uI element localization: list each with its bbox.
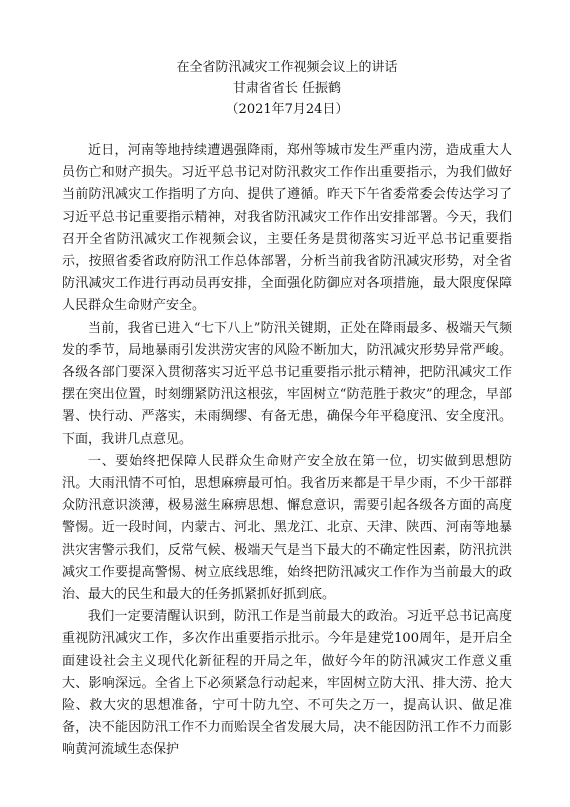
paragraph: 我们一定要清醒认识到，防汛工作是当前最大的政治。习近平总书记高度重视防汛减灾工作，多次作出重要指示批示。今年是建党100周年，是开启全面建设社会主义现代化新征程的开局之年，做好今年的防汛减灾工作意义重大、影响深远。全省上下必须紧急行动起来，牢固树立防大汛、排大涝、抢大险、救大灾的思想准备，宁可十防九空、不可失之万一，提高认识、做足准备，决不能因防汛工作不力而贻误全省发展大局，决不能因防汛工作不力而影响黄河流域生态保护 xyxy=(62,609,512,758)
paragraph: 近日，河南等地持续遭遇强降雨，郑州等城市发生严重内涝，造成重大人员伤亡和财产损失。习近平总书记对防汛救灾工作作出重要指示，为我们做好当前防汛减灾工作指明了方向、提供了遵循。昨天下午省委常委会传达学习了习近平总书记重要指示精神，对我省防汛减灾工作作出安排部署。今天，我们召开全省防汛减灾工作视频会议，主要任务是贯彻落实习近平总书记重要指示，按照省委省政府防汛工作总体部署，分析当前我省防汛减灾形势，对全省防汛减灾工作进行再动员再安排，全面强化防御应对各项措施，最大限度保障人民群众生命财产安全。 xyxy=(62,143,512,314)
speech-title: 在全省防汛减灾工作视频会议上的讲话 xyxy=(176,60,398,75)
speech-date: （2021年7月24日） xyxy=(225,102,349,117)
document-page xyxy=(62,58,512,762)
paragraph: 一、要始终把保障人民群众生命财产安全放在第一位，切实做到思想防汛。大雨汛情不可怕，思想麻痹最可怕。我省历来都是干旱少雨，不少干部群众防汛意识淡薄，极易滋生麻痹思想、懈怠意识，需要引起各级各方面的高度警惕。近一段时间，内蒙古、河北、黑龙江、北京、天津、陕西、河南等地暴洪灾害警示我们，反常气候、极端天气是当下最大的不确定性因素，防汛抗洪减灾工作要提高警惕、树立底线思维，始终把防汛减灾工作作为当前最大的政治、最大的民生和最大的任务抓紧抓好抓到底。 xyxy=(62,453,512,603)
paragraph: 当前，我省已进入“七下八上”防汛关键期，正处在降雨最多、极端天气频发的季节，局地暴雨引发洪涝灾害的风险不断加大，防汛减灾形势异常严峻。各级各部门要深入贯彻落实习近平总书记重要指示批示精神，把防汛减灾工作摆在突出位置，时刻绷紧防汛这根弦，牢固树立“防范胜于救灾”的理念，早部署、快行动、严落实，未雨绸缪、有备无患，确保今年平稳度汛、安全度汛。下面，我讲几点意见。 xyxy=(62,320,512,447)
document-header xyxy=(62,58,512,120)
speaker-line: 甘肃省省长 任振鹤 xyxy=(232,81,342,96)
document-body xyxy=(62,140,512,762)
